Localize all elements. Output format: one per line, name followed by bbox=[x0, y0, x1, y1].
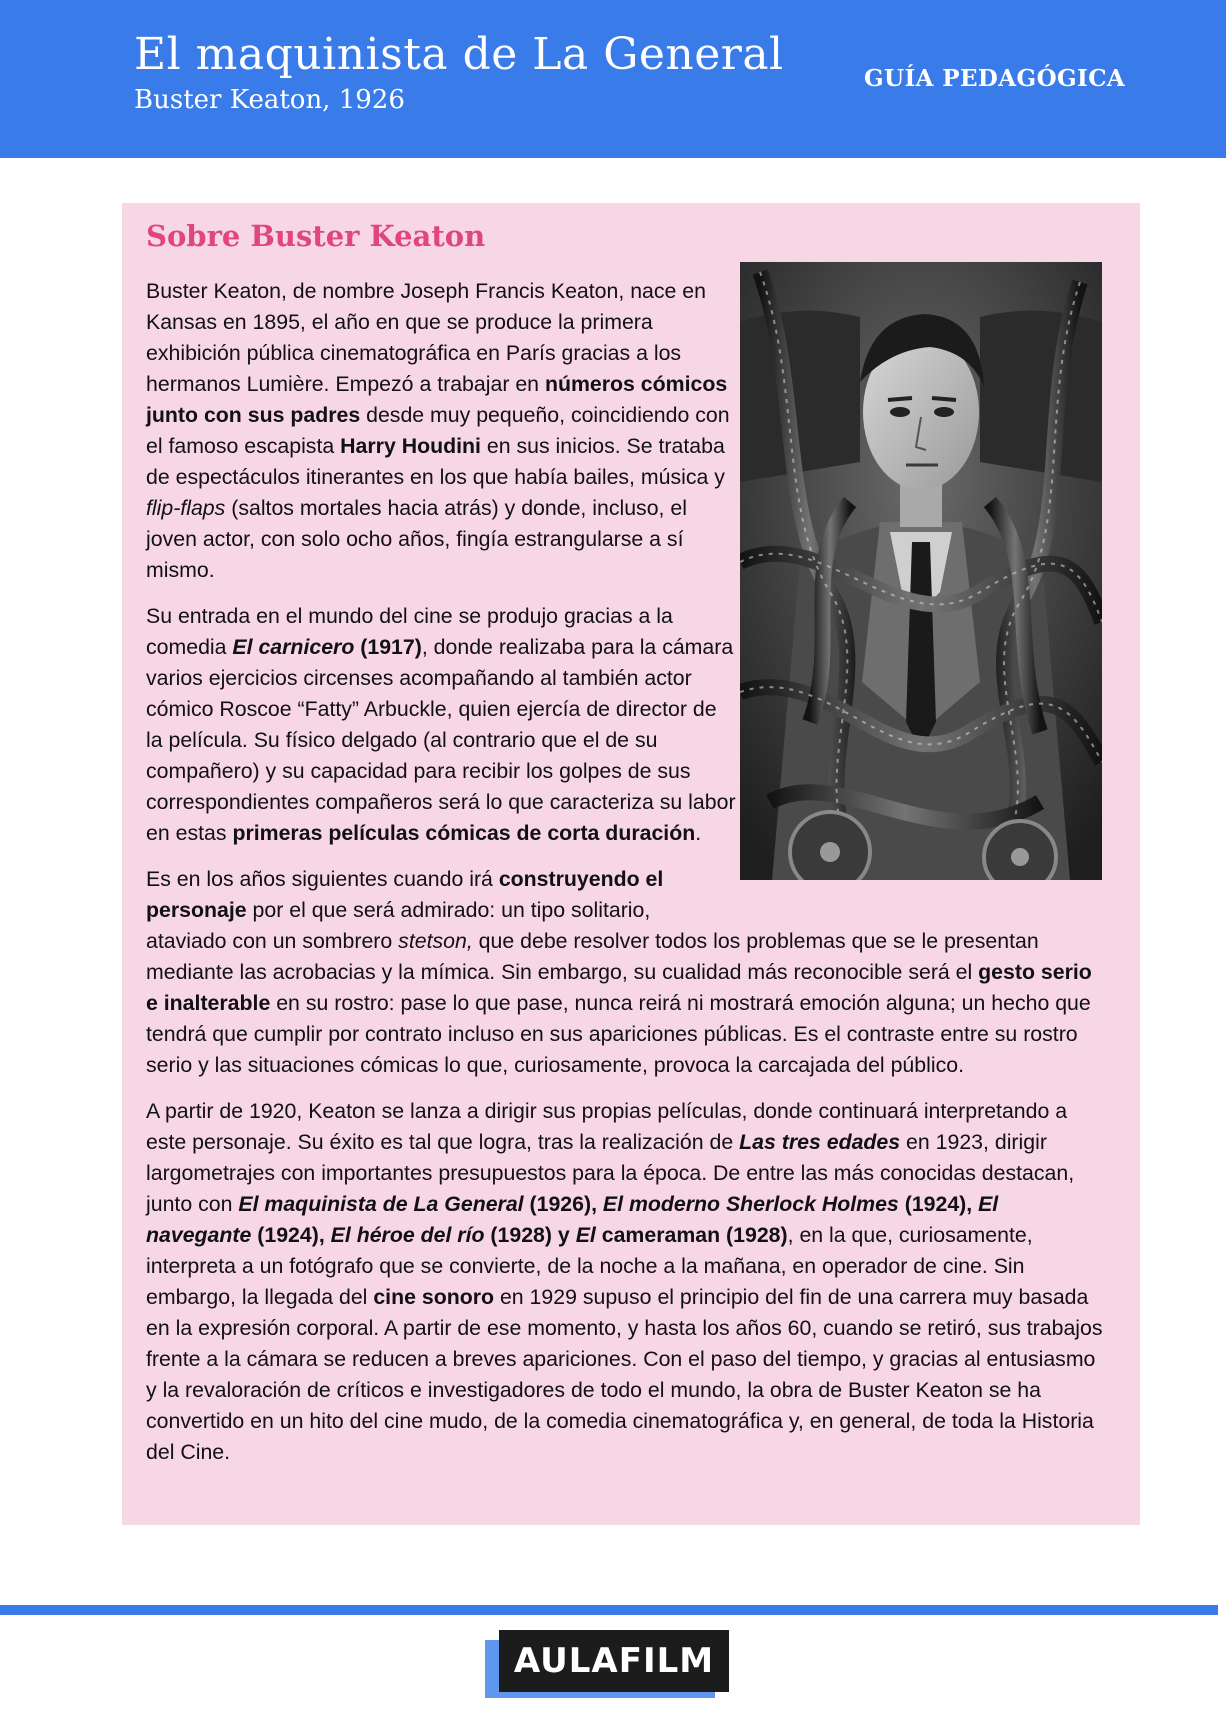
text-run-emphasis: cameraman (1928) bbox=[595, 1223, 788, 1247]
text-run: Es en los años siguientes cuando irá bbox=[146, 867, 499, 891]
text-run-emphasis: El moderno Sherlock Holmes bbox=[602, 1192, 899, 1216]
text-run: desde muy pequeño, coincidiendo con el famoso escapista bbox=[146, 403, 730, 458]
text-run: en sus inicios. Se trataba de espectáculos itinerantes en los que había bailes, música y bbox=[146, 434, 725, 489]
text-run-emphasis: números cómicos junto con sus padres bbox=[146, 372, 728, 427]
text-run: que debe resolver todos los problemas que se le presentan mediante las acrobacias y la mímica. Sin embargo, su cualidad más reconocible será el bbox=[146, 929, 1039, 984]
text-run-emphasis: (1917) bbox=[354, 635, 422, 659]
text-run: en su rostro: pase lo que pase, nunca reirá ni mostrará emoción alguna; un hecho que tendrá que cumplir por contrato incluso en sus apariciones públicas. Es el contraste entre su rostro serio y las situaciones cómicas lo que, curiosamente, provoca la carcajada del público. bbox=[146, 991, 1091, 1077]
text-run-emphasis: El maquinista de La General bbox=[238, 1192, 524, 1216]
text-run: (saltos mortales hacia atrás) y donde, incluso, el joven actor, con solo ocho años, fingía estrangularse a sí mismo. bbox=[146, 496, 687, 582]
text-run-emphasis: (1924), bbox=[251, 1223, 331, 1247]
section-title: Sobre Buster Keaton bbox=[146, 219, 486, 253]
text-run: , en la que, curiosamente, interpreta a un fotógrafo que se convierte, de la noche a la mañana, en operador de cine. Sin embargo, la llegada del bbox=[146, 1223, 1033, 1309]
text-run-emphasis: El navegante bbox=[146, 1192, 999, 1247]
text-run-emphasis: construyendo el personaje bbox=[146, 867, 664, 922]
text-run: en 1923, dirigir largometrajes con importantes presupuestos para la época. De entre las más conocidas destacan, junto con bbox=[146, 1130, 1075, 1216]
text-run-emphasis: (1926), bbox=[523, 1192, 603, 1216]
about-panel bbox=[122, 203, 1140, 1525]
text-run: por el que será admirado: un tipo solitario, ataviado con un sombrero bbox=[146, 898, 651, 953]
text-run-emphasis: primeras películas cómicas de corta duración bbox=[232, 821, 696, 845]
text-run: en 1929 supuso el principio del fin de una carrera muy basada en la expresión corporal. A partir de ese momento, y hasta los años 60, cuando se retiró, sus trabajos frente a la cámara se reducen a breves apariciones. Con el paso del tiempo, y gracias al entusiasmo y la revaloración de críticos e investigadores de todo el mundo, la obra de Buster Keaton se ha convertido en un hito del cine mudo, de la comedia cinematográfica y, en general, de toda la Historia del Cine. bbox=[146, 1285, 1103, 1464]
text-run-emphasis: Las tres edades bbox=[739, 1130, 901, 1154]
text-run-emphasis: stetson, bbox=[398, 929, 473, 953]
photo-spacer bbox=[736, 276, 1108, 900]
text-run: , donde realizaba para la cámara varios ejercicios circenses acompañando al también actor cómico Roscoe “Fatty” Arbuckle, quien ejercía de director de la película. Su físico delgado (al contrario que el de su compañero) y su capacidad para recibir los golpes de sus correspondientes compañeros será lo que caracteriza su labor en estas bbox=[146, 635, 736, 845]
text-run: Buster Keaton, de nombre Joseph Francis Keaton, nace en Kansas en 1895, el año en que se produce la primera exhibición pública cinematográfica en París gracias a los hermanos Lumière. Empezó a trabajar en bbox=[146, 279, 706, 396]
biography-paragraph bbox=[146, 1096, 1108, 1468]
logo-text: AULAFILM bbox=[513, 1641, 715, 1681]
text-run: A partir de 1920, Keaton se lanza a dirigir sus propias películas, donde continuará interpretando a este personaje. Su éxito es tal que logra, tras la realización de bbox=[146, 1099, 1068, 1154]
header-banner bbox=[0, 0, 1226, 158]
text-run-emphasis: El bbox=[575, 1223, 596, 1247]
text-run-emphasis: (1924), bbox=[898, 1192, 979, 1216]
footer-rule bbox=[0, 1605, 1218, 1615]
text-run-emphasis: flip-flaps bbox=[146, 496, 226, 520]
logo-box bbox=[499, 1630, 729, 1692]
text-run-emphasis: El carnicero bbox=[232, 635, 355, 659]
guide-label: GUÍA PEDAGÓGICA bbox=[864, 65, 1126, 92]
text-run-emphasis: gesto serio e inalterable bbox=[146, 960, 1092, 1015]
page-title: El maquinista de La General bbox=[134, 29, 784, 80]
aulafilm-logo bbox=[485, 1630, 729, 1698]
text-run: . bbox=[695, 821, 702, 845]
text-run-emphasis: cine sonoro bbox=[373, 1285, 495, 1309]
text-run-emphasis: (1928) y bbox=[484, 1223, 576, 1247]
text-run-emphasis: Harry Houdini bbox=[340, 434, 481, 458]
text-run-emphasis: El héroe del río bbox=[330, 1223, 485, 1247]
text-run: Su entrada en el mundo del cine se produjo gracias a la comedia bbox=[146, 604, 673, 659]
biography-text bbox=[146, 276, 1108, 1483]
page-subtitle: Buster Keaton, 1926 bbox=[134, 85, 405, 115]
